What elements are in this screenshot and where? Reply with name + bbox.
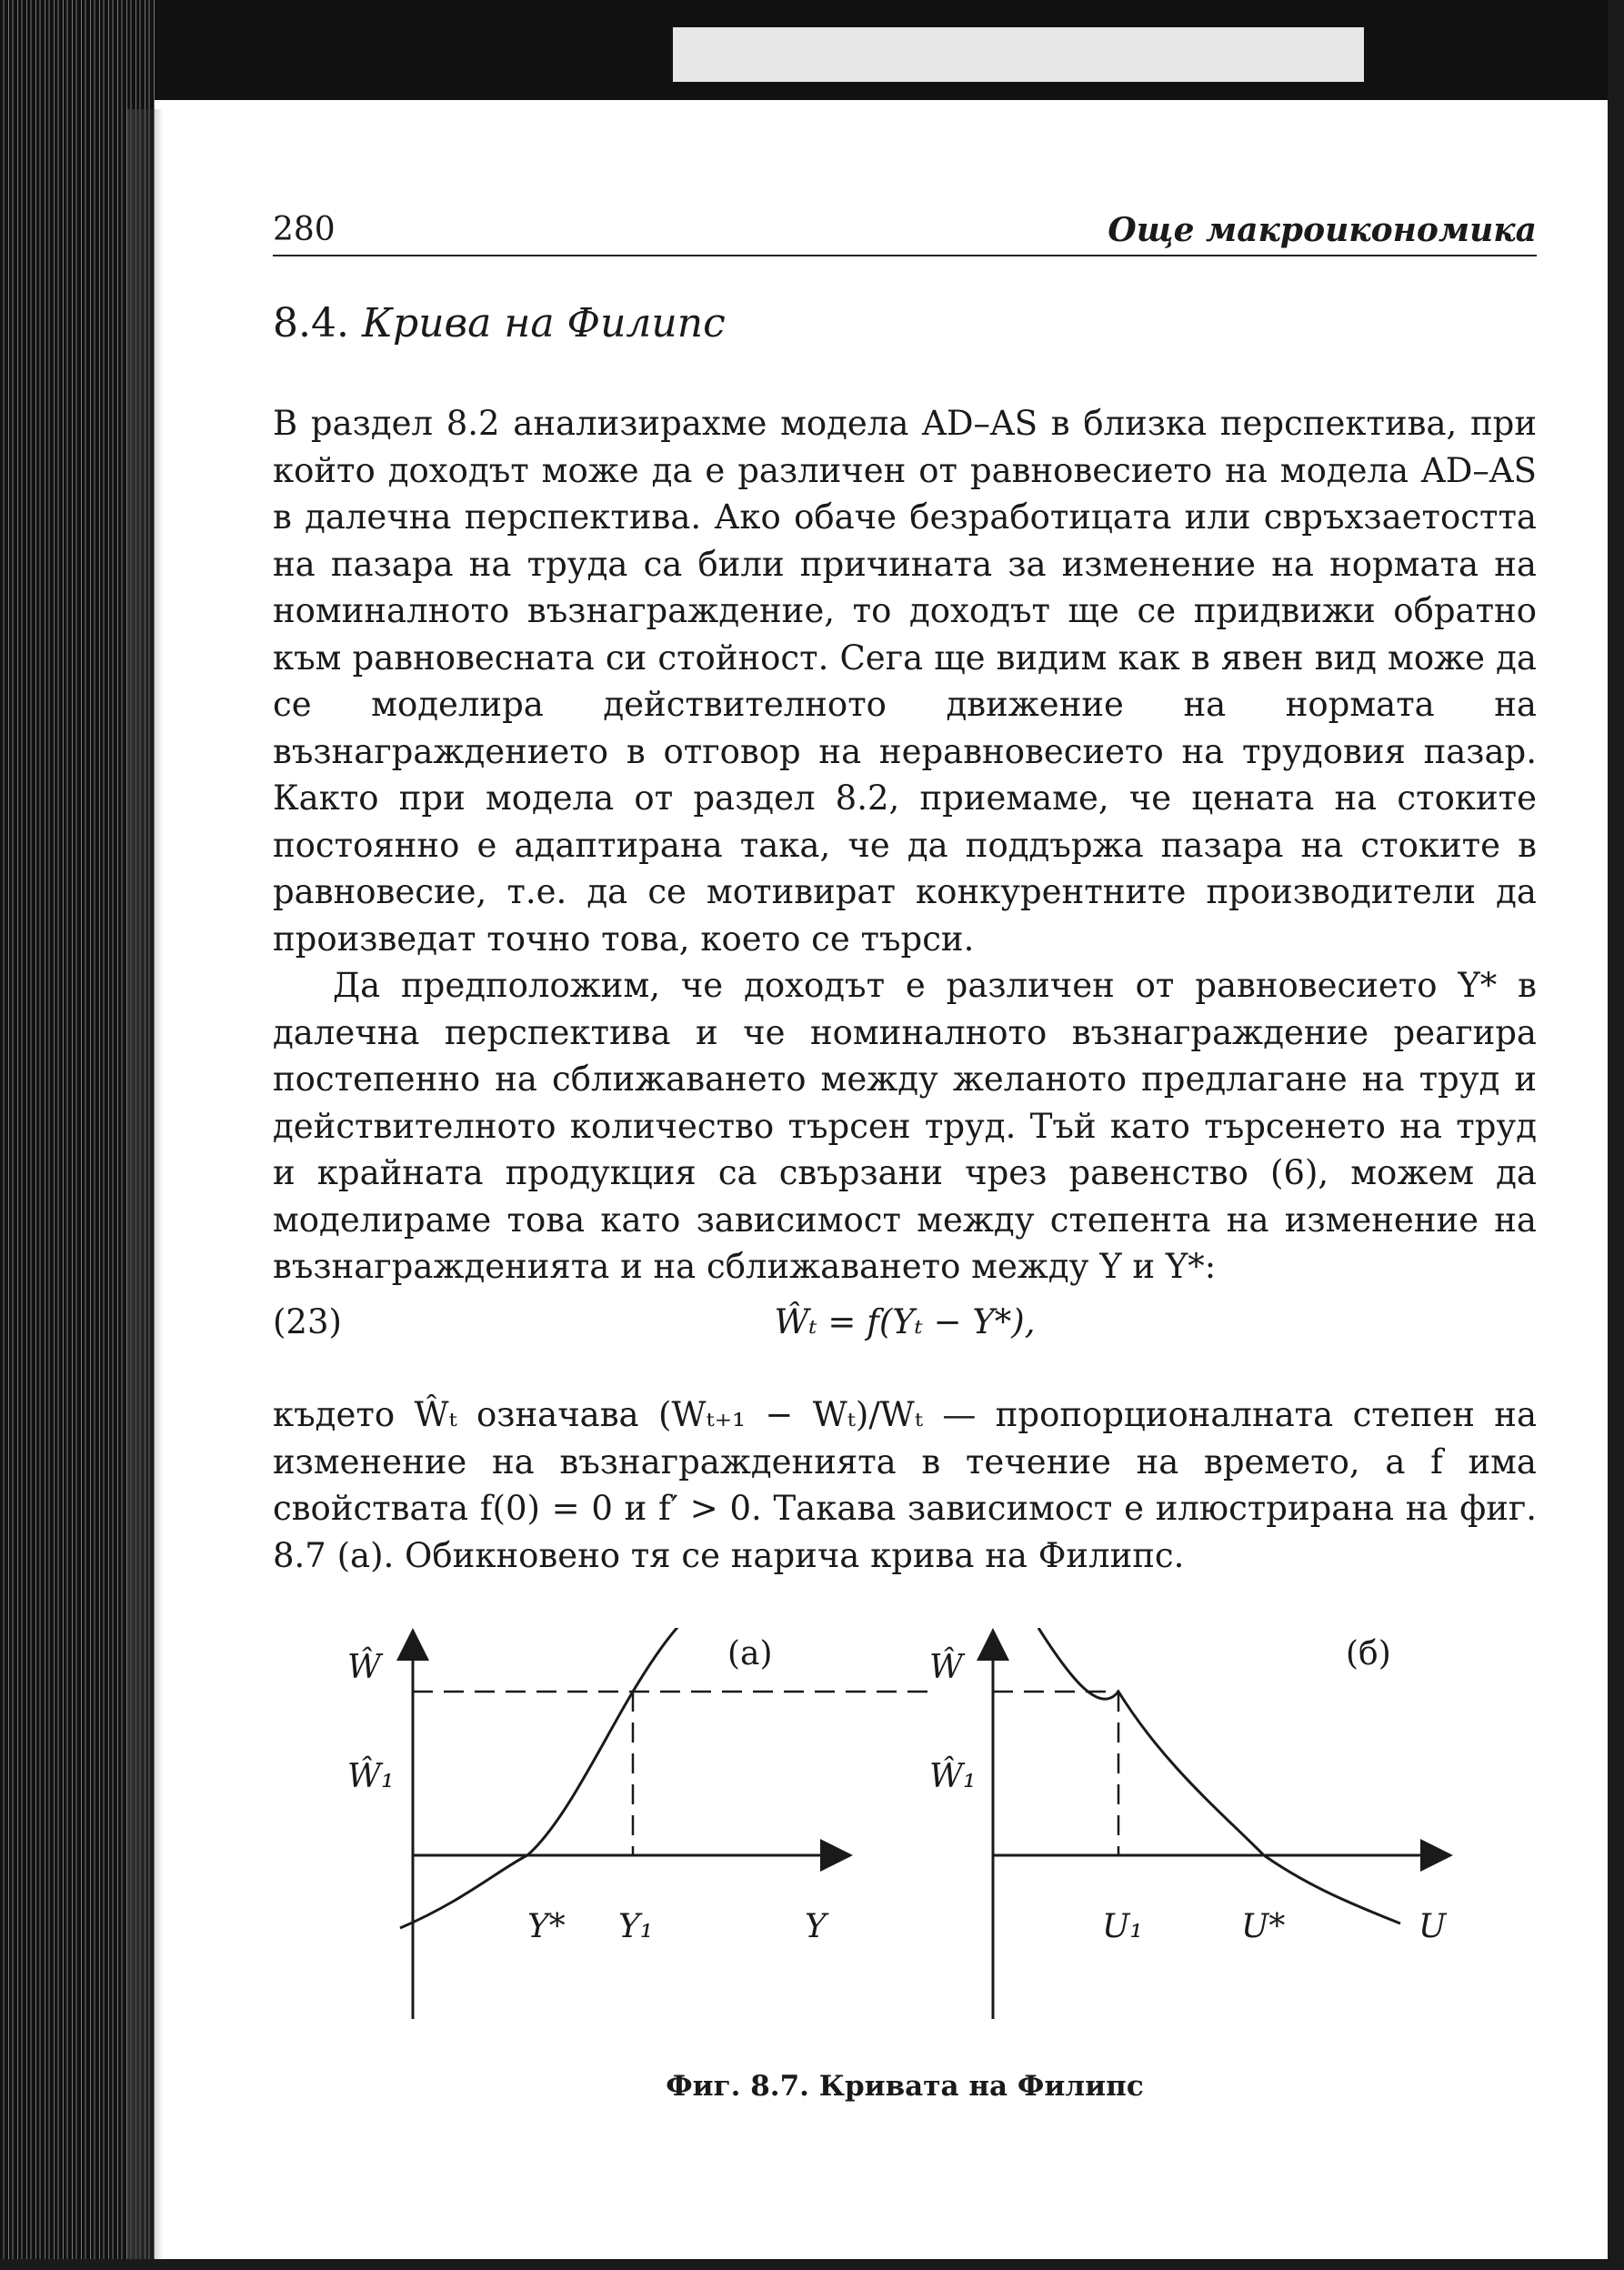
- figure-svg: [346, 1628, 1528, 2101]
- figure-caption: Фиг. 8.7. Кривата на Филипс: [666, 2070, 1144, 2103]
- panel-a-ystar-label: Y*: [527, 1908, 566, 1945]
- equation-body: Ŵₜ = f(Yₜ − Y*),: [774, 1302, 1036, 1341]
- paragraph-model: Да предположим, че доходът е различен от равновесието Y* в далечна перспектива и че номиналното възнаграждение реагира постепенно на сближаването между желаното предлагане на труд и действителното количество търсен труд. Тъй като търсенето на труд и крайната продукция са свързани чрез равенство (6), можем да моделираме това като зависимост между степента на изменение на възнагражденията и на сближаването между Y и Y*:: [273, 966, 1537, 1286]
- section-title: Крива на Филипс: [361, 300, 726, 347]
- panel-b-level-label: Ŵ₁: [929, 1758, 977, 1795]
- panel-a-phillips-curve: [400, 1628, 696, 1928]
- panel-a-x-axis-label: Y: [805, 1908, 827, 1945]
- section-number: 8.4.: [273, 300, 349, 347]
- panel-b-y-axis-label: Ŵ: [929, 1649, 964, 1686]
- equation-number: (23): [273, 1302, 342, 1341]
- figure-phillips-curve: [346, 1628, 1528, 2101]
- panel-b: [929, 1628, 1448, 2019]
- section-heading: [273, 300, 726, 347]
- panel-a-y-axis-label: Ŵ: [347, 1649, 382, 1686]
- paragraph-intro: В раздел 8.2 анализирахме модела AD–AS в близка перспектива, при който доходът може да е различен от равновесието на модела AD–AS в далечна перспектива. Ако обаче безработицата или свръхзаетостта на пазара на труда са били причината за изменение на нормата на номиналното възнаграждение, то доходът ще се придвижи обратно към равновесната си стойност. Сега ще видим как в явен вид може да се моделира действителното движение на нормата на възнаграждението в отговор на неравновесието на трудовия пазар. Както при модела от раздел 8.2, приемаме, че цената на стоките постоянно е адаптирана така, че да поддържа пазара на стоките в равновесие, т.е. да се мотивират конкурентните производители да произведат точно това, което се търси.: [273, 404, 1537, 959]
- panel-a-y1-label: Y₁: [618, 1908, 654, 1945]
- equation-23: [273, 1302, 1537, 1353]
- running-header: [273, 211, 1537, 256]
- panel-a-level-label: Ŵ₁: [347, 1758, 395, 1795]
- scan-border-right: [1608, 0, 1624, 2270]
- panel-b-x-axis-label: U: [1418, 1908, 1447, 1945]
- page-number: 280: [273, 211, 336, 248]
- panel-a: [347, 1628, 927, 2019]
- panel-a-panel-label: (а): [727, 1635, 773, 1672]
- panel-b-u1-label: U₁: [1102, 1908, 1143, 1945]
- panel-b-panel-label: (б): [1346, 1635, 1391, 1672]
- panel-b-ustar-label: U*: [1241, 1908, 1286, 1945]
- scan-border-bottom: [0, 2259, 1624, 2270]
- running-title: Още макроикономика: [1108, 211, 1537, 249]
- paragraph-definition: където Ŵₜ означава (Wₜ₊₁ − Wₜ)/Wₜ — пропорционалната степен на изменение на възнагражденията в течение на времето, а f има свойствата f(0) = 0 и f′ > 0. Такава зависимост е илюстрирана на фиг. 8.7 (а). Обикновено тя се нарича крива на Филипс.: [273, 1395, 1537, 1575]
- scan-binding-shadow: [127, 109, 164, 2270]
- scan-border-gap: [673, 27, 1364, 82]
